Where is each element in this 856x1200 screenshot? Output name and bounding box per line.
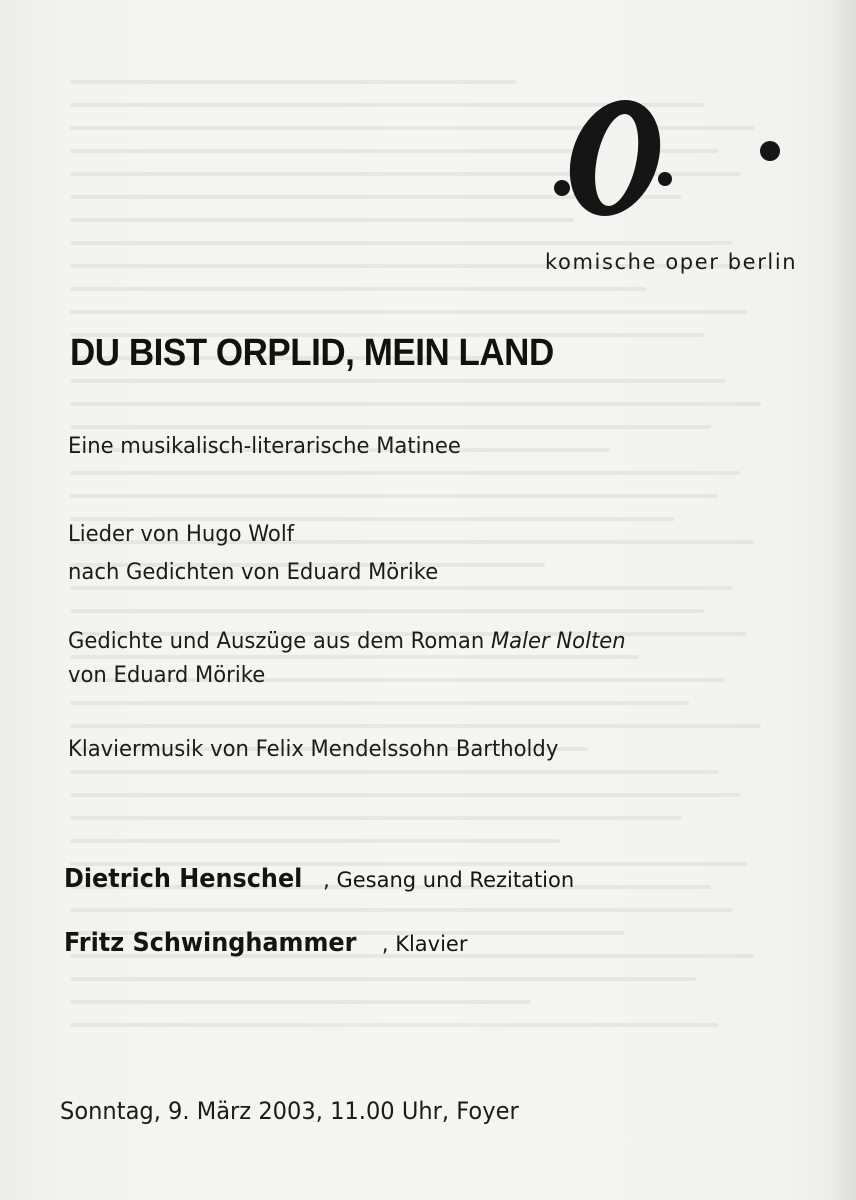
event-subtitle: Eine musikalisch-literarische Matinee <box>68 434 461 459</box>
performer-name: Dietrich Henschel <box>64 864 303 894</box>
gedichte-line-2: von Eduard Mörike <box>68 663 266 688</box>
performer-pianist <box>64 928 467 958</box>
gedichte-prefix: Gedichte und Auszüge aus dem Roman <box>68 629 491 654</box>
klaviermusik-line: Klaviermusik von Felix Mendelssohn Bartholdy <box>68 737 559 762</box>
performer-singer <box>64 864 574 894</box>
performer-role: , Klavier <box>381 932 468 956</box>
performer-name: Fritz Schwinghammer <box>64 928 357 958</box>
brand-name: komische oper berlin <box>545 250 798 274</box>
gedichte-line-1 <box>68 629 626 654</box>
logo-mark-icon <box>545 98 785 228</box>
bleed-through-texture <box>70 80 790 1120</box>
komische-oper-berlin-logo-icon <box>545 98 785 228</box>
novel-title: Maler Nolten <box>490 629 626 654</box>
lieder-line-1: Lieder von Hugo Wolf <box>68 522 295 547</box>
page-edge-shadow <box>830 0 856 1200</box>
lieder-line-2: nach Gedichten von Eduard Mörike <box>68 560 439 585</box>
performer-role: , Gesang und Rezitation <box>323 868 575 892</box>
event-date-line: Sonntag, 9. März 2003, 11.00 Uhr, Foyer <box>60 1097 519 1125</box>
page-title: DU BIST ORPLID, MEIN LAND <box>70 332 554 374</box>
